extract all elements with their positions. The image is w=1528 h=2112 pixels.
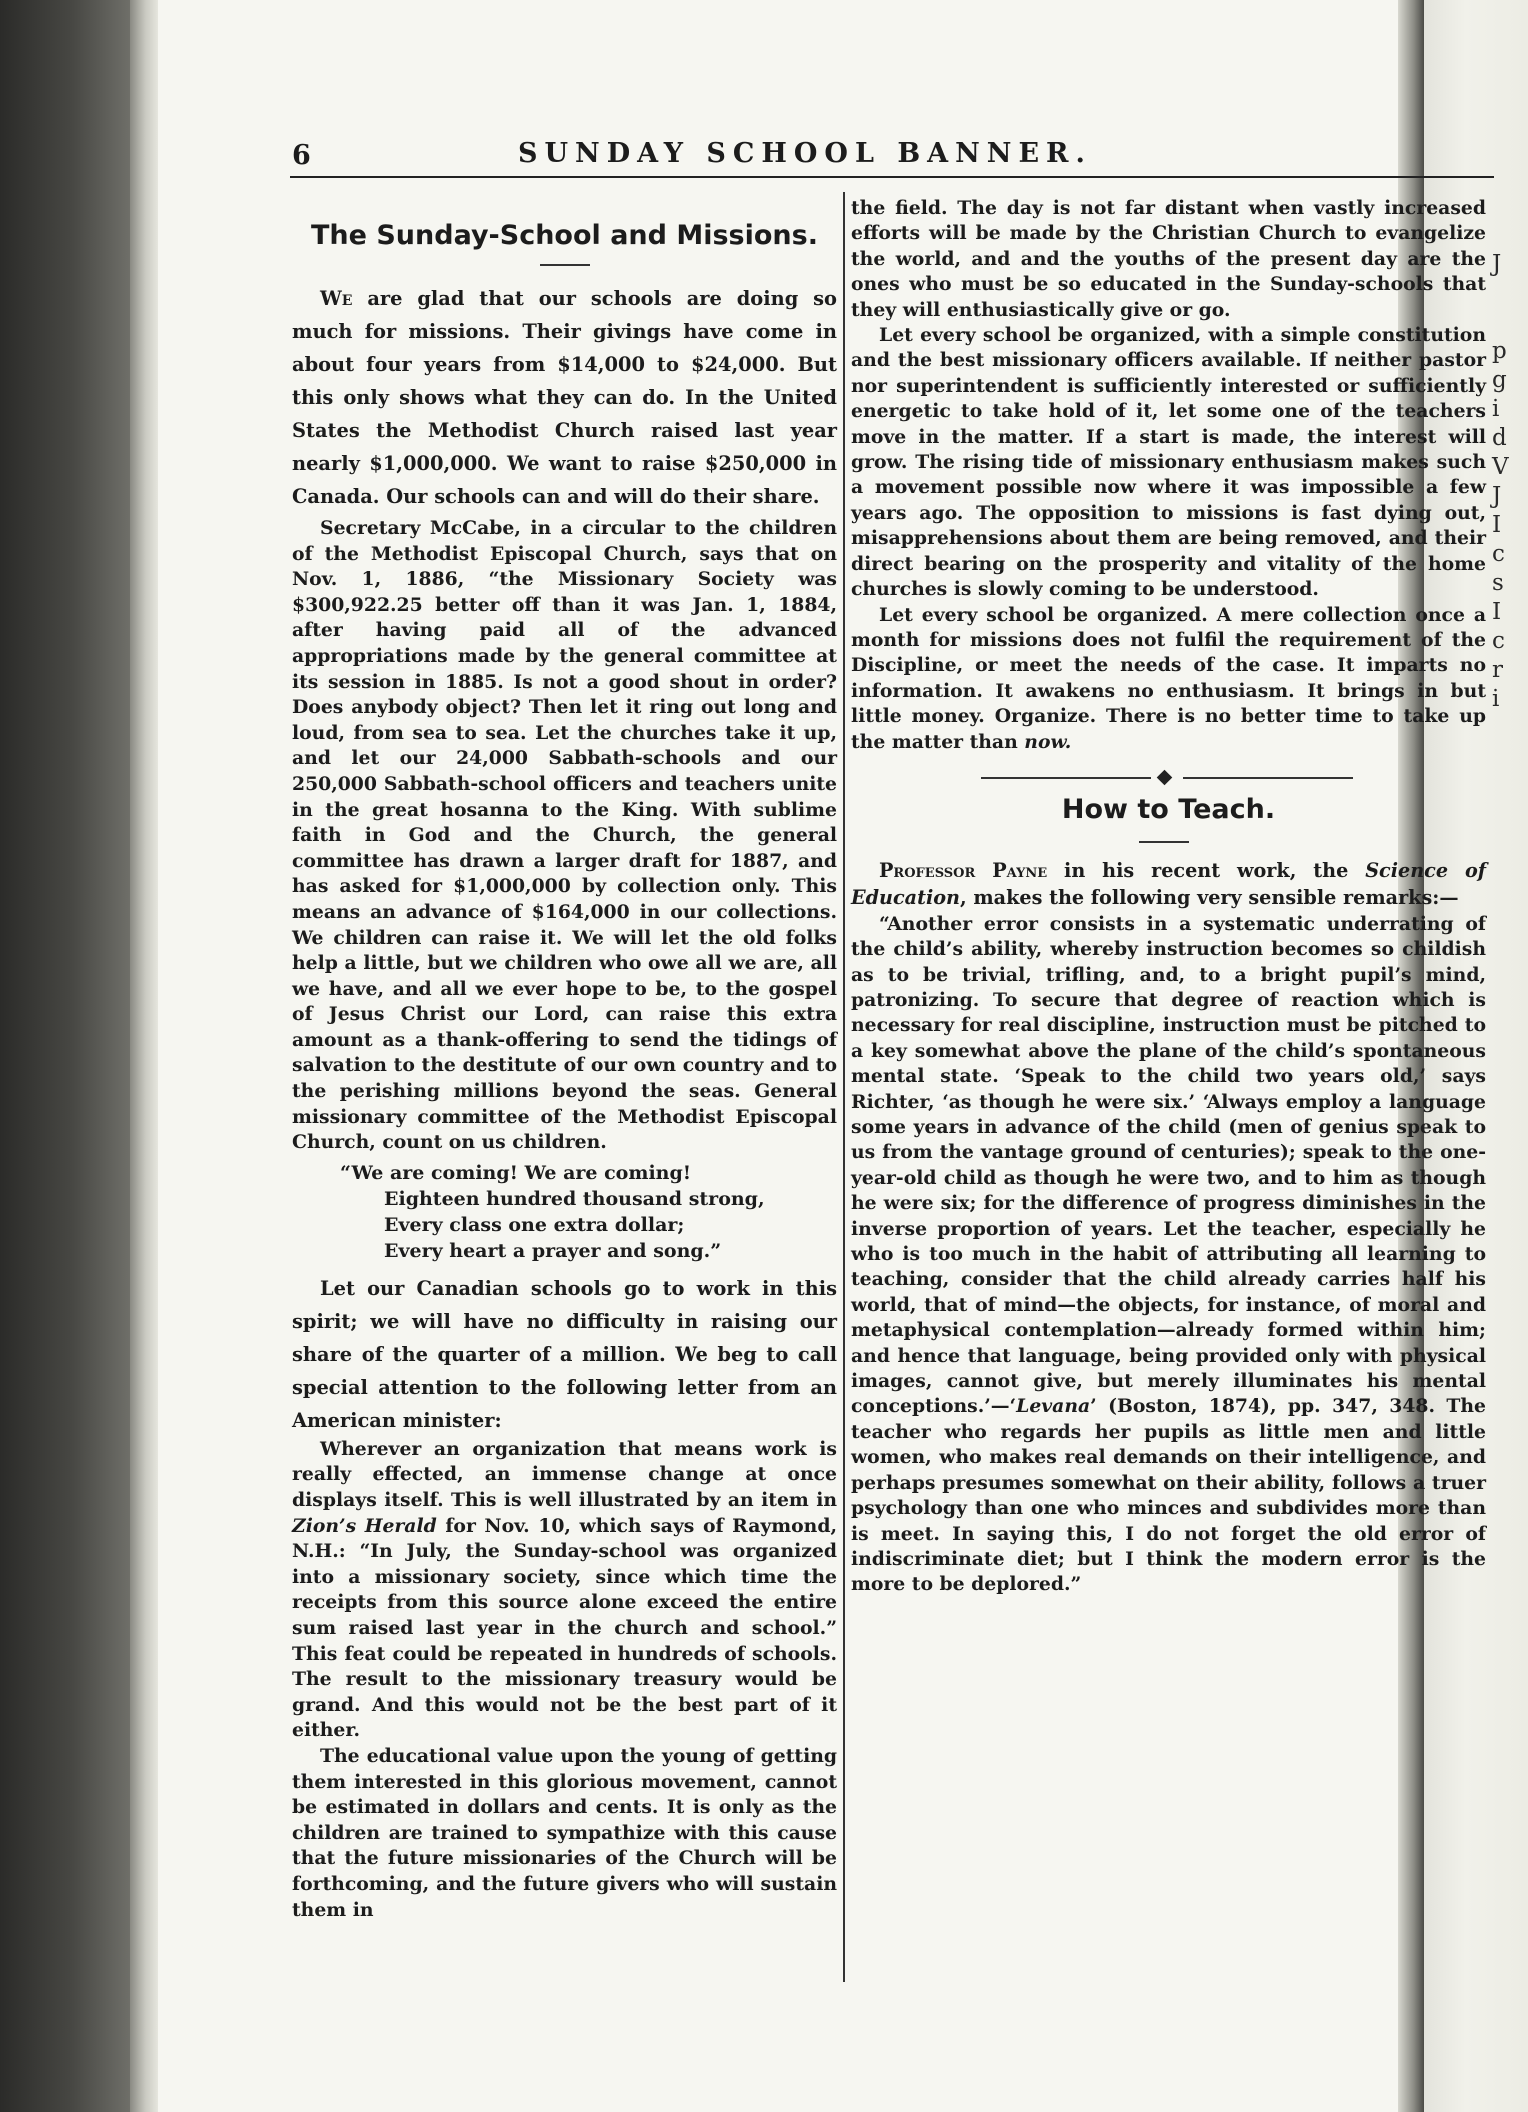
paragraph: Let our Canadian schools go to work in this spirit; we will have no difficulty in raising our share of the quarter of a million. We beg to call special attention to the following letter from an American minister:: [292, 1276, 837, 1432]
paragraph: Secretary McCabe, in a circular to the children of the Methodist Episcopal Church, says that on Nov. 1, 1886, “the Missionary Society was $300,922.25 better off than it was Jan. 1, 1884, after having paid all of the advanced appropriations made by the general committee at its session in 1885. Is not a good shout in order? Does anybody object? Then let it ring out long and loud, from sea to sea. Let the churches take it up, and let our 24,000 Sabbath-schools and our 250,000 Sabbath-school officers and teachers unite in the great hosanna to the King. With sublime faith in God and the Church, the general committee has drawn a larger draft for 1887, and has asked for $1,000,000 by collection only. This means an advance of $164,000 in our collections. We children can raise it. We will let the old folks help a little, but we children who owe all we are, all we have, and all we ever hope to be, to the gospel of Jesus Christ our Lord, can raise this extra amount as a thank-offering to send the tidings of salvation to the destitute of our own country and to the perishing millions beyond the seas. General missionary committee of the Methodist Episcopal Church, count on us children.: [292, 517, 837, 1154]
paragraph: Let every school be organized, with a simple constitution and the best missionary officers available. If neither pastor nor superintendent is sufficiently interested or sufficiently energetic to take hold of it, let some one of the teachers move in the matter. If a start is made, the interest will grow. The rising tide of missionary enthusiasm makes such a movement possible now where it was impossible a few years ago. The opposition to missions is fast dying out, misapprehensions about them are being removed, and their direct bearing on the prosperity and vitality of the home churches is slowly coming to be understood.: [851, 324, 1486, 601]
italic-title: Levana: [1016, 1395, 1091, 1418]
paragraph: The educational value upon the young of getting them interested in this glorious movement, cannot be estimated in dollars and cents. It is only as the children are trained to sympathize with this cause that the future missionaries of the Church will be forthcoming, and the future givers who will sustain them in: [292, 1744, 837, 1921]
lead-word: We: [320, 287, 353, 310]
article-title: How to Teach.: [1061, 793, 1276, 825]
paragraph: Let every school be organized. A mere collection once a month for missions does not fulfil the requirement of the Discipline, or meet the needs of the case. It imparts no information. It awakens no enthusiasm. It brings in but little money. Organize. There is no better time to take up the matter than now.: [851, 603, 1486, 753]
page-number: 6: [292, 140, 311, 171]
adjacent-letter: I: [1492, 512, 1502, 538]
italic-title: Zion’s Herald: [292, 1514, 437, 1537]
scan-background-left: [0, 0, 130, 2112]
title-rule: [1139, 841, 1189, 843]
paragraph-text: are glad that our schools are doing so much for missions. Their givings have come in about four years from $14,000 to $24,000. But this only shows what they can do. In the United States the Methodist Church raised last year nearly $1,000,000. We want to raise $250,000 in Canada. Our schools can and will do their share.: [292, 287, 837, 508]
poem-line: “We are coming! We are coming!: [340, 1161, 692, 1184]
adjacent-letter: r: [1492, 657, 1503, 683]
paragraph: the field. The day is not far distant when vastly increased efforts will be made by the Christian Church to evangelize the world, and and the youths of the present day are the ones who must be so educated in the Sunday-schools that they will enthusiastically give or go.: [851, 197, 1486, 321]
adjacent-letter: J: [1492, 251, 1502, 277]
header-rule: [290, 176, 1494, 178]
adjacent-letter: g: [1492, 367, 1507, 393]
paragraph: Wherever an organization that means work is really effected, an immense change at once displays itself. This is well illustrated by an item in Zion’s Herald for Nov. 10, which says of Raymond, N.H.: “In July, the Sunday-school was organized into a missionary society, since which time the receipts from this source alone exceed the entire sum raised last year in the church and school.” This feat could be repeated in hundreds of schools. The result to the missionary treasury would be grand. And this would not be the best part of it either.: [292, 1437, 837, 1742]
document-page: [158, 0, 1486, 2112]
italic-word: now.: [1024, 730, 1072, 753]
paragraph: “Another error consists in a systematic underrating of the child’s ability, whereby instruction becomes so childish as to be trivial, trifling, and, to a bright pupil’s mind, patronizing. To secure that degree of reaction which is necessary for real discipline, instruction must be pitched to a key somewhat above the plane of the child’s spontaneous mental state. ‘Speak to the child two years old,’ says Richter, ‘as though he were six.’ ‘Always employ a language some years in advance of the child (men of genius speak to us from the vantage ground of centuries); speak to the one-year-old child as though he were two, and to him as though he were six; for the difference of progress diminishes in the inverse proportion of years. Let the teacher, especially he who is too much in the habit of attributing all learning to teaching, consider that the child already carries half his world, that of mind—the objects, for instance, of moral and metaphysical contemplation—already formed within him; and hence that language, being provided only with physical images, cannot give, but merely illuminates his mental conceptions.’—‘Levana’ (Boston, 1874), pp. 347, 348. The teacher who regards her pupils as little men and little women, who makes real demands on their intelligence, and perhaps presumes somewhat on their ability, follows a truer psychology than one who minces and subdivides more than is meet. In saying this, I do not forget the old error of indiscriminate diet; but I think the modern error is the more to be deplored.”: [851, 912, 1486, 1596]
right-column: [841, 196, 1486, 1598]
left-column: [292, 196, 837, 1923]
paragraph: Professor Payne in his recent work, the Science of Education, makes the following very sensible remarks:—: [851, 858, 1486, 910]
poem-line: Eighteen hundred thousand strong,: [384, 1187, 765, 1210]
paragraph: [292, 282, 837, 513]
adjacent-letter: i: [1492, 686, 1500, 712]
adjacent-letter: c: [1492, 541, 1505, 567]
adjacent-letter: V: [1492, 454, 1509, 480]
title-rule: [540, 264, 590, 266]
running-head: SUNDAY SCHOOL BANNER.: [518, 138, 1092, 169]
adjacent-letter: I: [1492, 599, 1502, 625]
italic-title: Science of Education: [851, 858, 1486, 910]
lead-name: Professor Payne: [879, 858, 1048, 882]
poem-line: Every class one extra dollar;: [384, 1213, 685, 1236]
adjacent-letter: d: [1492, 425, 1507, 451]
scan-page-edge: [130, 0, 158, 2112]
adjacent-letter: J: [1492, 483, 1502, 509]
adjacent-page-text: [1492, 250, 1522, 714]
article-title: The Sunday-School and Missions.: [311, 220, 818, 251]
adjacent-letter: c: [1492, 628, 1505, 654]
adjacent-letter: p: [1492, 338, 1507, 364]
adjacent-letter: i: [1492, 396, 1500, 422]
section-ornament: [841, 768, 1486, 788]
poem-line: Every heart a prayer and song.”: [384, 1239, 722, 1262]
adjacent-letter: s: [1492, 570, 1504, 596]
poem: [292, 1160, 837, 1264]
